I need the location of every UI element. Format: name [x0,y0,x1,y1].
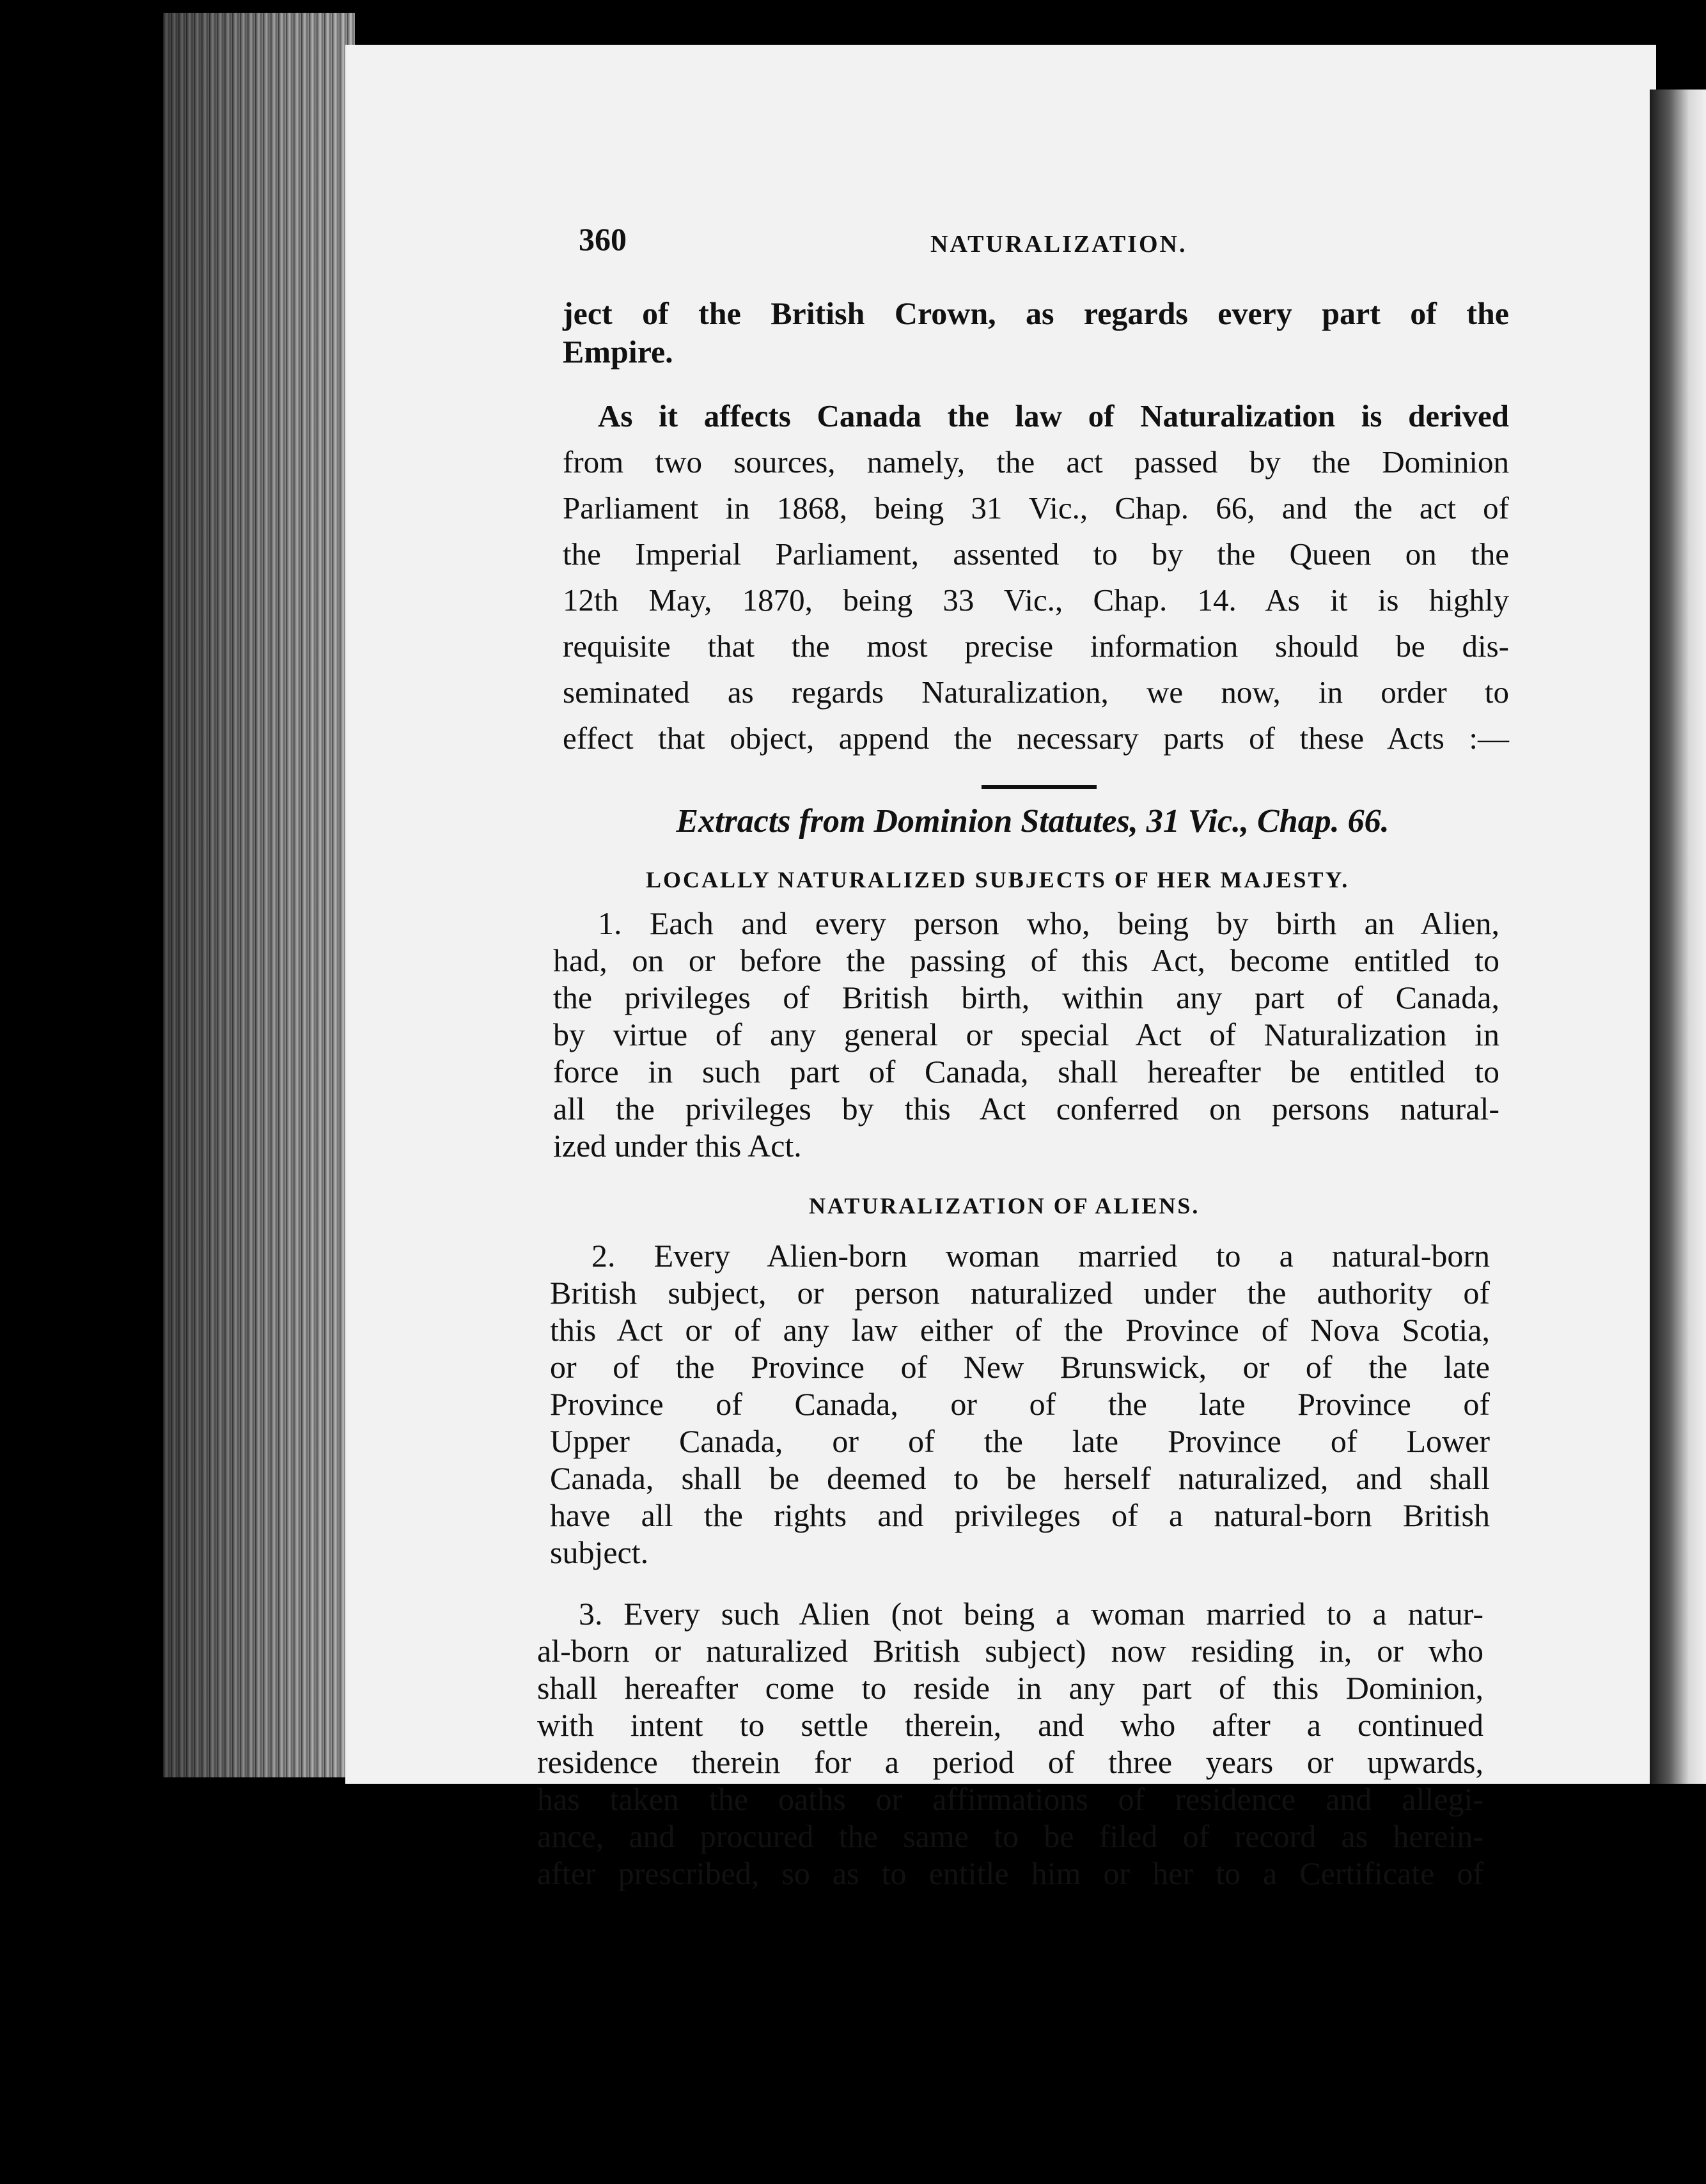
text-line: this Act or of any law either of the Province of Nova Scotia, [550,1312,1490,1348]
text-line: after prescribed, so as to entitle him or her to a Certificate of [537,1855,1483,1891]
text-line: the Imperial Parliament, assented to by the Queen on the [563,536,1509,572]
text-line: al-born or naturalized British subject) now residing in, or who [537,1633,1483,1669]
running-title: NATURALIZATION. [930,231,1187,258]
section-3 [537,1595,1483,1892]
text-line: Empire. [563,334,673,370]
text-line: 1. Each and every person who, being by birth an Alien, [598,905,1499,941]
next-page-edge [1650,90,1706,1784]
text-line: the privileges of British birth, within any part of Canada, [553,979,1499,1015]
text-line: ject of the British Crown, as regards every part of the [563,295,1509,331]
section-divider-rule [982,785,1097,789]
text-line: Parliament in 1868, being 31 Vic., Chap. 66, and the act of [563,490,1509,526]
paragraph-continuation [563,294,1509,371]
section-1 [553,905,1499,1164]
paragraph-derivation [563,393,1509,761]
section-heading-naturalization-of-aliens: NATURALIZATION OF ALIENS. [809,1193,1200,1219]
text-line: force in such part of Canada, shall hereafter be entitled to [553,1054,1499,1089]
text-line: 3. Every such Alien (not being a woman married to a natur- [579,1596,1483,1632]
text-line: Province of Canada, or of the late Province of [550,1386,1490,1422]
section-heading-locally-naturalized: LOCALLY NATURALIZED SUBJECTS OF HER MAJESTY. [646,867,1350,893]
section-2 [550,1237,1490,1571]
text-line: all the privileges by this Act conferred on persons natural- [553,1091,1499,1127]
text-line: have all the rights and privileges of a natural-born British [550,1497,1490,1533]
text-line: from two sources, namely, the act passed by the Dominion [563,444,1509,480]
text-line: Upper Canada, or of the late Province of Lower [550,1423,1490,1459]
page-number: 360 [579,221,627,257]
text-line: British subject, or person naturalized under the authority of [550,1275,1490,1311]
text-line: requisite that the most precise information should be dis- [563,628,1509,664]
text-line: with intent to settle therein, and who after a continued [537,1707,1483,1743]
text-line: has taken the oaths or affirmations of residence and allegi- [537,1781,1483,1817]
page-header [579,221,1506,265]
text-line: As it affects Canada the law of Naturalization is derived [598,398,1509,433]
text-line: ance, and procured the same to be filed of record as herein- [537,1818,1483,1854]
text-line: effect that object, append the necessary parts of these Acts :— [563,721,1509,756]
text-line: residence therein for a period of three years or upwards, [537,1744,1483,1780]
book-edge-shadow [163,13,355,1777]
text-line: 12th May, 1870, being 33 Vic., Chap. 14. As it is highly [563,582,1509,618]
text-line: Canada, shall be deemed to be herself naturalized, and shall [550,1460,1490,1496]
text-line: shall hereafter come to reside in any part of this Dominion, [537,1670,1483,1706]
text-line: by virtue of any general or special Act of Naturalization in [553,1017,1499,1052]
text-line: 2. Every Alien-born woman married to a natural-born [591,1238,1490,1274]
text-line: seminated as regards Naturalization, we now, in order to [563,675,1509,710]
text-line: ized under this Act. [553,1128,802,1164]
text-line: had, on or before the passing of this Act, become entitled to [553,942,1499,978]
text-line: or of the Province of New Brunswick, or of the late [550,1349,1490,1385]
extracts-heading: Extracts from Dominion Statutes, 31 Vic., Chap. 66. [676,803,1389,839]
text-line: subject. [550,1534,649,1570]
